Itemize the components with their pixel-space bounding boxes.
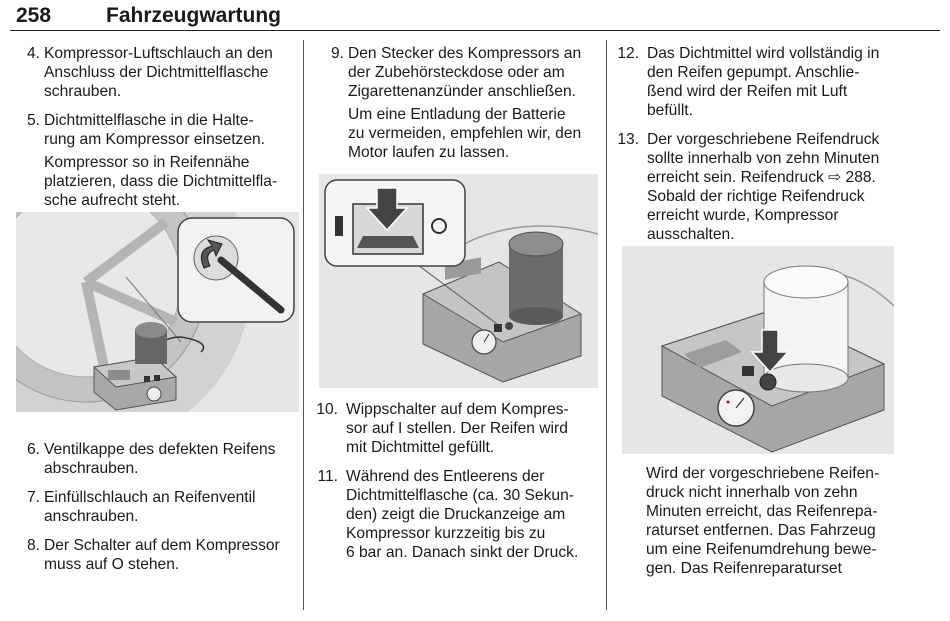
illustration-compressor-off [622,246,894,454]
step-text: Den Stecker des Kompressors an der Zubehörsteckdose oder am Zigarettenanzünder anschließen. [348,45,582,100]
right-column [613,44,943,254]
step-11 [312,467,602,562]
tire-illustration [16,212,299,412]
page-title: Fahrzeugwartung [106,4,282,27]
step-5 [14,111,298,149]
right-column-lower [616,464,936,586]
step-text: Ventilkappe des defekten Reifens abschrauben. [44,441,276,477]
step-text: Während des Entleerens der Dichtmittelflasche (ca. 30 Sekun- den) zeigt die Druckanzeige am Kompressor kurzzeitig bis zu 6 bar an. Danach sinkt der Druck. [346,468,579,561]
step-6 [14,440,298,478]
step-9 [318,44,602,101]
left-column-lower [14,440,298,584]
column-separator [606,40,607,610]
note-paragraph: Um eine Entladung der Batterie zu vermeiden, empfehlen wir, den Motor laufen zu lassen. [348,106,582,161]
step-number: 7. [26,489,40,506]
step-text: Kompressor-Luftschlauch an den Anschluss der Dichtmittelflasche schrauben. [44,45,273,100]
page-number: 258 [16,4,52,27]
step-number: 5. [26,112,40,129]
step-number: 11. [317,468,338,485]
step-number: 12. [617,45,639,62]
note-paragraph: Wird der vorgeschriebene Reifen- druck nicht innerhalb von zehn Minuten erreicht, das Reifenrepa- raturset entfernen. Das Fahrzeug um eine Reifenumdrehung bewe- gen. Das Reifenreparaturset [646,465,880,577]
page-header [10,4,940,31]
middle-column [318,44,602,170]
step-4 [14,44,298,101]
step-text: Einfüllschlauch an Reifenventil anschrauben. [44,489,256,525]
step-text: Dichtmittelflasche in die Halte- rung am Kompressor einsetzen. [44,112,266,148]
step-number: 8. [26,537,40,554]
left-column [14,44,298,218]
step-number: 10. [316,401,338,418]
step-8 [14,536,298,574]
step-number: 9. [330,45,344,62]
step-13 [613,130,943,244]
step-12 [613,44,943,120]
step-7 [14,488,298,526]
illustration-tire-compressor [16,212,299,412]
step-text: Wippschalter auf dem Kompres- sor auf I stellen. Der Reifen wird mit Dichtmittel gefüllt. [346,401,569,456]
step-number: 6. [26,441,40,458]
step-text: Das Dichtmittel wird vollständig in den Reifen gepumpt. Anschlie- ßend wird der Reifen mit Luft befüllt. [647,45,880,119]
step-text: Der vorgeschriebene Reifendruck sollte innerhalb von zehn Minuten erreicht sein. Reifendruck ⇨ 288. Sobald der richtige Reifendruck erreicht wurde, Kompressor ausschalten. [647,131,880,243]
column-separator [303,40,304,610]
step-10 [312,400,602,457]
illustration-compressor-switch [319,174,598,388]
step-number: 13. [617,131,639,148]
compressor-off-illustration [622,246,894,454]
step-number: 4. [26,45,40,62]
note-paragraph: Kompressor so in Reifennähe platzieren, dass die Dichtmittelfla- sche aufrecht steht. [44,154,278,209]
compressor-switch-illustration [319,174,598,388]
step-text: Der Schalter auf dem Kompressor muss auf O stehen. [44,537,280,573]
middle-column-lower [312,400,602,572]
